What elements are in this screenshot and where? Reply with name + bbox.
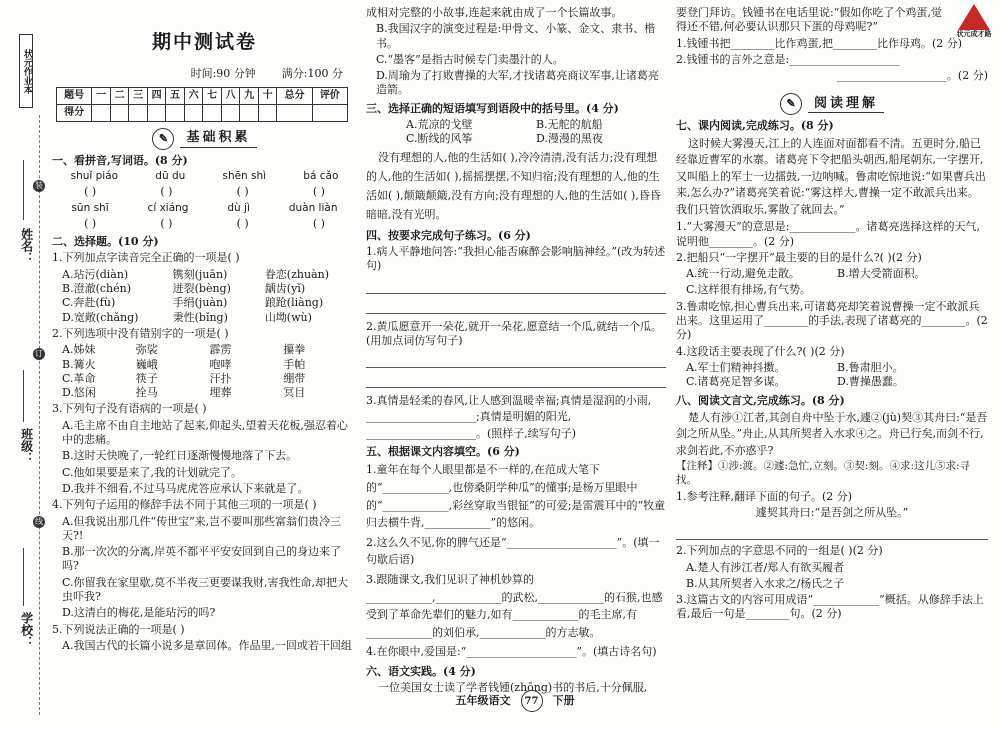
section-heading: 五、根据课文内容填空。(6 分) [366,445,520,459]
option-word: 绷带 [283,371,306,385]
pinyin: dū du [155,170,186,183]
page-number: 77 [521,690,543,712]
binding-margin [0,0,46,730]
score-cell: 九 [240,87,259,104]
option-word: 手绢(juàn) [172,296,228,310]
answer-box[interactable]: ( ) [84,216,97,230]
option[interactable]: D.周瑜为了打败曹操的大军,才找诸葛亮商议军事,让诸葛亮造箭。 [376,69,659,97]
section-banner-reading [676,93,988,115]
score-input-cell[interactable] [203,104,222,121]
score-cell: 六 [184,87,203,104]
score-input-cell[interactable] [312,104,347,121]
option[interactable]: B.增大受箭面积。 [837,267,926,281]
option[interactable]: B.那一次次的分离,岸英不都平平安安回到自己的身边来了吗? [62,545,342,573]
binding-hole: 装 [35,181,43,190]
section-heading: 八、阅读文言文,完成练习。(8 分) [676,393,845,407]
question[interactable]: 3.鲁肃吃惊,担心曹兵出来,可诸葛亮却笑着说曹操一定不敢派兵出来。这里运用了________的手法,表现了诸葛亮的________。(2 分) [676,299,988,342]
paragraph: 要登门拜访。钱锺书在电话里说:“假如你吃了个鸡蛋,觉得还不错,何必要认识那只下蛋的母鸡呢?” [676,6,942,34]
option-word: 霹雳 [209,343,232,357]
score-input-cell[interactable] [92,104,111,121]
option[interactable]: A.荒凉的戈壁 [406,118,473,132]
answer-line[interactable] [366,372,666,388]
banner-text: 基础积累 [180,130,256,148]
score-input-cell[interactable] [147,104,166,121]
answer-box[interactable]: ( ) [312,184,325,198]
option[interactable]: A.玷污(diàn) [62,267,129,281]
annotation-note: 【注释】①涉:渡。②遽:急忙,立刻。③契:刻。④求:这儿⑤求:寻找。 [676,460,971,486]
option-word: 迸裂(bèng) [172,282,231,296]
name-label: 姓名： [19,228,34,264]
question: 2.下列加点的字意思不同的一组是( )(2 分) [676,544,883,558]
question[interactable]: ____________________。(照样子,续写句子) [366,426,577,440]
pinyin: bá cǎo [303,170,339,183]
question[interactable]: 4.在你眼中,爱国是:“____________________”。(填古诗名句) [366,645,657,659]
question: 4.下列句子运用的修辞手法不同于其他三项的一项是( ) [52,498,317,512]
options-grid [62,343,357,400]
score-cell: 一 [92,87,111,104]
score-input-cell[interactable] [221,104,240,121]
answer-box[interactable]: ( ) [236,184,249,198]
option[interactable]: A.但我说出那几件“传世宝”来,岂不要叫那些富翁们贵冷三天?! [62,514,342,542]
answer-line[interactable] [366,352,666,368]
logo-text: 状元成才路 [956,30,992,38]
score-input-cell[interactable] [277,104,312,121]
class-label: 班级： [19,428,34,464]
binding-hole: 线 [35,517,43,526]
option[interactable]: C.这样很有排场,有气势。 [686,283,812,297]
option-word: 踉跄(liàng) [264,296,324,310]
translate-sentence: 遽契其舟曰:“是吾剑之所从坠。” [755,505,909,519]
question[interactable]: 2.这么久不见,你的脾气还是“____________________”。(填一句歇后语) [366,535,660,567]
pinyin: cí xiáng [147,202,189,215]
option-word: 拴马 [135,386,158,400]
question: 2.把船只“一字摆开”最主要的目的是什么?( )(2 分) [676,250,922,264]
pinyin: shēn shì [222,170,267,183]
score-table [56,87,348,122]
score-cell: 得分 [57,104,92,121]
score-input-cell[interactable] [258,104,277,121]
question: 1.下列加点字读音完全正确的一项是( ) [52,251,240,265]
option[interactable]: B.这时天快晚了,一轮红日逐渐慢慢地落了下去。 [62,449,298,463]
answer-box[interactable]: ( ) [160,184,173,198]
option-word: 眷恋(zhuàn) [264,267,330,281]
score-cell: 十 [258,87,277,104]
pinyin-row [52,202,357,216]
options-grid [686,267,988,281]
footer-grade: 五年级语文 [455,693,511,707]
time-limit: 时间:90 分钟 [190,66,256,80]
answer-box[interactable]: ( ) [160,216,173,230]
time-bar [52,67,343,81]
option-word: 龋齿(yǐ) [264,282,306,296]
section-heading: 二、选择题。(10 分) [52,235,159,249]
page-title: 期中测试卷 [151,31,257,53]
option[interactable]: D.曹操愚蠢。 [837,375,904,389]
score-input-row [57,104,348,121]
question: 1.病人平静地问答:“我担心能否麻醉会影响脑神经。”(改为转述句) [366,244,666,273]
option-word: 手帕 [283,357,306,371]
option-word: 埋葬 [209,386,232,400]
question[interactable]: ____________________;真情是明媚的阳光, [366,410,572,424]
question[interactable]: 1.钱锺书把________比作鸡蛋,把________比作母鸡。(2 分) [676,36,963,50]
question[interactable]: ____________________。(2 分) [836,69,988,83]
page-footer [430,690,600,712]
score-cell: 题号 [57,87,92,104]
passage: 这时候大雾漫天,江上的人连面对面都看不清。五更时分,船已经靠近曹军的水寨。诸葛亮下令把船头朝西,船尾朝东,一字摆开,又叫船上的军士一边擂鼓,一边呐喊。鲁肃吃惊地说:“如果曹兵出来,怎么办?”诸葛亮笑着说:“雾这样大,曹操一定不敢派兵出来。我们只管饮酒取乐,雾散了就回去。” [676,136,986,216]
section-banner-basic [52,128,357,150]
section-heading: 七、课内阅读,完成练习。(8 分) [676,119,834,133]
option[interactable]: B.从其所契者入水求之/杨氏之子 [686,576,845,590]
option-word: 咆哮 [209,357,232,371]
option[interactable]: D.宽敞(chǎng) [62,310,139,324]
option[interactable]: D.悠闲 [62,386,96,400]
class-line [23,370,24,422]
score-cell: 二 [110,87,129,104]
option[interactable]: A.楚人有涉江者/郑人有欲买履者 [686,560,845,574]
passage: 楚人有涉①江者,其剑自舟中坠于水,遽②(jù)契③其舟曰:“是吾剑之所从坠。”舟止,从其所契者入水求④之。舟已行矣,而剑不行,求剑若此,不亦惑乎? [676,410,988,457]
brand-label: 状元作业本 [19,34,33,108]
section-heading: 一、看拼音,写词语。(8 分) [52,153,188,167]
options-grid [62,268,357,325]
section-heading: 三、选择正确的短语填写到语段中的括号里。(4 分) [366,101,619,115]
section-heading: 六、语文实践。(4 分) [366,664,476,678]
column-middle [366,0,666,730]
pinyin: dù jì [227,202,250,215]
pinyin: duàn liàn [288,202,338,215]
school-line [23,548,24,606]
question: 5.下列说法正确的一项是( ) [52,622,185,636]
option[interactable]: C.他如果要是来了,我的计划就完了。 [62,465,243,479]
question: 3.下列句子没有语病的一项是( ) [52,402,207,416]
option[interactable]: A.军士们精神抖擞。 [686,360,786,374]
option-word: 山坳(wù) [264,310,312,324]
pinyin-row [52,170,357,184]
paragraph: 没有理想的人,他的生活如( ),冷冷清清,没有活力;没有理想的人,他的生活如( ),摇摇摆摆,不知归宿;没有理想的人,他的生活如( ),颠簸颠簸,没有方向;没有理想的人,他的生活如( ),昏昏暗暗,没有光明。 [366,150,661,222]
option-word: 冥目 [283,386,306,400]
answer-line[interactable] [676,524,988,540]
score-input-cell[interactable] [240,104,259,121]
option[interactable]: B.鲁肃胆小。 [837,360,904,374]
score-cell: 评价 [312,87,347,104]
banner-text: 阅读理解 [808,96,884,114]
option[interactable]: C.断线的风筝 [406,132,473,146]
option-word: 汗扑 [209,371,232,385]
score-cell: 四 [147,87,166,104]
score-input-cell[interactable] [184,104,203,121]
score-cell: 五 [166,87,185,104]
option[interactable]: A.统一行动,避免走散。 [686,267,800,281]
option[interactable]: C.革命 [62,371,96,385]
score-input-cell[interactable] [110,104,129,121]
question[interactable]: 3.这篇古文的内容可用成语“____________”概括。从修辞手法上看,最后一句是________句。(2 分) [676,593,984,621]
option[interactable]: D.漫漫的黑夜 [536,132,603,146]
answer-box-row[interactable] [52,217,357,231]
score-input-cell[interactable] [129,104,148,121]
answer-box[interactable]: ( ) [312,216,325,230]
option[interactable]: B.篝火 [62,357,96,371]
phrase-options [406,118,666,147]
option[interactable]: A.姊妹 [62,343,96,357]
option-word: 攥拳 [283,343,306,357]
full-score: 满分:100 分 [281,66,343,80]
paragraph: 成相对完整的小故事,连起来就由成了一个长篇故事。 [366,6,623,19]
column-left [52,0,357,730]
answer-box[interactable]: ( ) [84,184,97,198]
score-cell: 七 [203,87,222,104]
question[interactable]: 3.跟随课文,我们见识了神机妙算的____________,____________的武松,____________的石猴,也感受到了革命先辈们的魅力,如有____________的毛主席,有____________的刘伯承,____________的方志敏。 [366,572,663,639]
score-header-row [57,87,348,104]
options-grid [686,361,988,390]
binding-line [39,115,40,715]
option[interactable]: C.“墨客”是指古时候专门卖墨汁的人。 [376,52,564,66]
score-cell: 总分 [277,87,312,104]
name-line [23,160,24,220]
question[interactable]: 1.“大雾漫天”的意思是:____________。诸葛亮选择这样的天气,说明他________。(2 分) [676,220,980,248]
binding-hole: 订 [35,349,43,358]
option[interactable]: C.奔赴(fù) [62,296,116,310]
section-heading: 四、按要求完成句子练习。(6 分) [366,228,531,242]
question: 3.真情是轻柔的春风,让人感到温暖幸福;真情是湿润的小雨, [366,394,652,408]
answer-line[interactable] [366,278,666,294]
column-right [676,0,988,730]
answer-box[interactable]: ( ) [236,216,249,230]
option[interactable]: B.澄澈(chén) [62,282,132,296]
question: 1.参考注释,翻译下面的句子。(2 分) [676,489,853,503]
option[interactable]: A.毛主席不由自主地站了起来,仰起头,望着天花板,强忍着心中的悲痛。 [62,418,348,447]
option[interactable]: B.我国汉字的演变过程是:甲骨文、小篆、金文、隶书、楷书。 [376,22,656,50]
question: 4.这段话主要表现了什么?( )(2 分) [676,344,845,358]
pinyin: sūn shī [71,202,109,215]
answer-line[interactable] [366,298,666,314]
option[interactable]: C.诸葛亮足智多谋。 [686,375,786,389]
question[interactable]: 1.童年在每个人眼里都是不一样的,在范成大笔下的“____________,也傍桑阴学种瓜”的懂事;是杨万里眼中的“____________,彩丝穿取当银钲”的可爱;是雷震耳中的“牧童归去横牛背,____________”的悠闲。 [366,463,666,530]
option-word: 弥裟 [135,343,158,357]
question[interactable]: 2.钱锺书的言外之意是:____________________ [676,52,900,66]
option-word: 秉性(bǐng) [172,310,228,324]
option[interactable]: A.我国古代的长篇小说多是章回体。作品里,一回或若干回组 [62,638,352,652]
answer-box-row[interactable] [52,185,357,199]
option[interactable]: D.我并不细看,不过马马虎虎答应承认下来就是了。 [62,481,309,495]
option[interactable]: C.你留我在家里歇,莫不半夜三更要谋我财,害我性命,却把大虫吓我? [62,575,349,603]
school-label: 学校： [19,612,34,648]
paragraph: 一位美国女士读了学者钱锺(zhōng)书的书后,十分佩服, [378,681,648,695]
pencil-icon: ✎ [780,93,802,115]
option-word: 巍峨 [135,357,158,371]
pinyin: shuǐ piáo [70,170,119,183]
score-input-cell[interactable] [166,104,185,121]
option[interactable]: D.这清白的梅花,是能玷污的吗? [62,606,216,620]
footer-volume: 下册 [552,693,575,707]
question: 2.下列选项中没有错别字的一项是( ) [52,326,229,340]
score-cell: 八 [221,87,240,104]
pencil-icon: ✎ [152,128,174,150]
score-cell: 三 [129,87,148,104]
option[interactable]: B.无舵的航船 [536,118,603,132]
option-word: 筷子 [135,371,158,385]
question: 2.黄瓜愿意开一朵花,就开一朵花,愿意结一个瓜,就结一个瓜。(用加点词仿写句子) [366,319,662,347]
option-word: 镌刻(juān) [172,267,228,281]
